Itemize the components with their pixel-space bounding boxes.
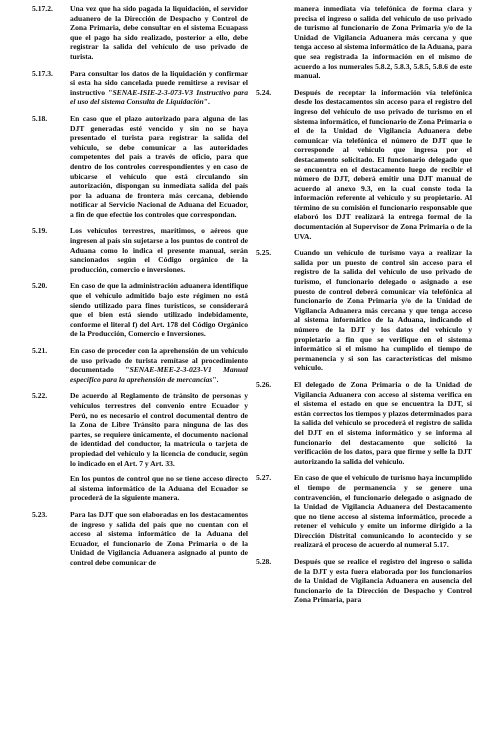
text-run: SENAE-ISIE-2-3-073-V3 Instructivo para el uso del sistema Consulta de Liquidación bbox=[70, 87, 248, 107]
section-item bbox=[256, 4, 472, 81]
section-text bbox=[70, 69, 248, 107]
section-text bbox=[294, 557, 472, 605]
section-number: 5.27. bbox=[256, 473, 272, 483]
text-run: En caso que el plazo autorizado para alguna de las DJT generadas esté vencido y sin no se haya presentado el turista para registrar la salida del vehículo, se debe comunicar a las autoridades competentes del país a través de oficio, para que dentro de los controles correspondientes y en caso de ubicarse el vehículo que está circulando sin autorización, dispongan su inmediata salida del país por la aduana de frontera más cercana, debiendo notificar al Servicio Nacional de Aduana del Ecuador, a fin de que efectúe los controles que correspondan. bbox=[70, 113, 248, 219]
text-run: Para las DJT que son elaboradas en los destacamentos de ingreso y salida del país que no cuentan con el acceso al sistema informático de la Aduana del Ecuador, el funcionario de Zona Primaria o de la Unidad de Vigilancia Aduanera asignado al punto de control debe comunicar de bbox=[70, 509, 248, 567]
text-run: Después que se realice el registro del ingreso o salida de la DJT y esta fuera elaborada por los funcionarios de la Unidad de Vigilancia Aduanera en ausencia del funcionario de la Dirección de Despacho y Control Zona Primaria, para bbox=[294, 557, 472, 605]
section-text bbox=[294, 380, 472, 466]
text-run: Los vehículos terrestres, marítimos, o aéreos que ingresen al país sin sujetarse a los puntos de control de Aduana como lo indica el presente manual, serán sancionados según el bbox=[70, 226, 248, 265]
text-run: ". bbox=[203, 97, 210, 107]
section-text bbox=[70, 510, 248, 568]
text-run: Cuando un vehículo de turismo vaya a realizar la salida por un puesto de control sin acceso para el registro de la salida del vehículo de uso privado de turismo, el funcionario delegado o asignado a ese puesto de control deberá comunicar vía telefónica al funcionario de Zona Primaria y/o de la Unidad de Vigilancia Aduanera más cercana y que tenga acceso al sistema informático de la Aduana, indicando el número de la DJT y los datos del vehículo y propietario a fin que se verifique en el sistema informático si el mismo ha cumplido el tiempo de permanencia y si son las características del mismo vehículo. bbox=[294, 248, 472, 373]
section-item bbox=[256, 557, 472, 605]
section-note: En los puntos de control que no se tiene acceso directo al sistema informático de la Aduana del Ecuador se procederá de la siguiente manera. bbox=[70, 474, 248, 503]
section-item bbox=[256, 88, 472, 242]
text-run: ". bbox=[212, 374, 219, 384]
section-number: 5.21. bbox=[32, 346, 48, 355]
text-run: En caso de proceder con la aprehensión de un vehículo de uso privado de turista remítase al procedimiento documentado " bbox=[70, 346, 248, 375]
text-run: . bbox=[203, 329, 206, 339]
section-item bbox=[256, 248, 472, 373]
right-column bbox=[256, 4, 472, 612]
section-number: 5.18. bbox=[32, 113, 48, 123]
text-run: En caso de que la administración aduanera identifique que el vehículo admitido bajo este régimen no está siendo utilizado para fines turísticos, se considerará que el bien está siendo utilizado indebidamente, conforme el literal bbox=[70, 281, 248, 329]
section-item bbox=[32, 69, 248, 107]
text-run: Para consultar los datos de la liquidación y confirmar si esta ha sido cancelada puede remitirse a revisar el instructivo " bbox=[70, 68, 248, 97]
section-number: 5.24. bbox=[256, 87, 272, 97]
section-text bbox=[70, 281, 248, 339]
section-item bbox=[32, 4, 248, 62]
section-item bbox=[32, 226, 248, 274]
section-text bbox=[70, 4, 248, 62]
section-number: 5.17.3. bbox=[32, 68, 53, 78]
text-run: De acuerdo al Reglamento de tránsito de personas y vehículos terrestres del convenio entre Ecuador y Perú, no es necesario el control documental dentro de la Zona de Libre Tránsito para ninguna de las dos partes, se requiere únicamente, el documento nacional de identidad del conductor, la matrícula o tarjeta de propiedad del vehículo y la licencia de conducir, según lo indicado en el Art. 7 y Art. 33. bbox=[70, 391, 248, 468]
section-text bbox=[294, 88, 472, 242]
text-run: Después de receptar la información vía telefónica desde los destacamentos sin acceso para el registro del ingreso del vehículo de uso privado de turismo en el sistema informático, el funcionario de Zona Primaria o el de la Unidad de Vigilancia Aduanera debe comunicar vía telefónica el número de DJT que le corresponde al vehículo que ingresa por el destacamento solicitado. El funcionario delegado que se encuentra en el destacamento luego de recibir el número de DJT, deberá emitir una DJT manual de acuerdo al anexo 9.3, en la cual conste toda la información referente al vehículo y su propietario. Al término de su comisión el funcionario responsable que elaboró los DJT realizará la entrega formal de la documentación al Supervisor de Zona Primaria o de la UVA. bbox=[294, 87, 473, 241]
section-number bbox=[256, 4, 294, 81]
text-run: manera inmediata vía telefónica de forma clara y precisa el ingreso o salida del vehículo de uso privado de turismo al funcionario de Zona Primaria y/o de la Unidad de Vigilancia Aduanera más cercana y que tenga acceso al sistema informático de la Aduana, para que sea registrada la información en el mismo de acuerdo a los numerales 5.8.2, 5.8.3, 5.8.5, 5.8.6 de este manual. bbox=[294, 4, 472, 81]
text-run: . bbox=[183, 264, 186, 274]
section-item bbox=[256, 380, 472, 466]
text-run: SENAE-MEE-2-3-023-V1 Manual específico para la aprehensión de mercancías bbox=[70, 365, 249, 384]
section-item bbox=[32, 391, 248, 503]
text-run: El delegado de Zona Primaria o de la Unidad de Vigilancia Aduanera con acceso al sistema verifica en el sistema el estado en que se encuentra la DJT, si están correctos los tiempos y plazos determinados para la salida del vehículo se procederá el registro de salida del DJT en el sistema informático y se informa al funcionario del destacamento que solicitó la verificación de los datos, para que firme y selle la DJT autorizando la salida del vehículo. bbox=[294, 379, 472, 466]
section-number: 5.17.2. bbox=[32, 4, 53, 13]
section-text bbox=[294, 248, 472, 373]
section-text bbox=[70, 226, 248, 274]
section-number: 5.19. bbox=[32, 226, 48, 236]
section-text bbox=[70, 346, 248, 384]
section-item bbox=[32, 510, 248, 568]
section-item bbox=[256, 473, 472, 550]
section-text bbox=[294, 4, 472, 81]
text-run: f) del Art. 178 del Código Orgánico de la Producción, Comercio e Inversiones bbox=[70, 319, 248, 339]
section-item bbox=[32, 346, 248, 384]
section-text bbox=[294, 473, 472, 550]
section-item bbox=[32, 281, 248, 339]
section-text bbox=[70, 114, 248, 220]
left-column bbox=[32, 4, 248, 574]
section-item bbox=[32, 114, 248, 220]
text-run: En caso de que el vehículo de turismo haya incumplido el tiempo de permanencia y se genere una contravención, el funcionario delegado o asignado de la Unidad de Vigilancia Aduanera del Destacamento que no tiene acceso al sistema informático, procede a retener el vehículo y emite un informe dirigido a la Dirección Distrital comunicando lo acontecido y se realizará el proceso de acuerdo al numeral 5.17. bbox=[294, 473, 472, 550]
section-number: 5.23. bbox=[32, 509, 48, 519]
section-text bbox=[70, 391, 248, 503]
section-number: 5.20. bbox=[32, 281, 48, 291]
text-run: Código orgánico de la producción, comercio e inversiones bbox=[70, 255, 249, 274]
section-number: 5.25. bbox=[256, 248, 272, 258]
text-run: Una vez que ha sido pagada la liquidación, el servidor aduanero de la Dirección de Despacho y Control de Zona Primaria, debe consultar en el sistema Ecuapass que el pago ha sido realizado, posterior a ello, debe registrar la salida del vehículo de uso privado de turista. bbox=[70, 4, 248, 61]
section-number: 5.28. bbox=[256, 557, 272, 567]
section-number: 5.22. bbox=[32, 391, 48, 401]
section-number: 5.26. bbox=[256, 379, 272, 389]
